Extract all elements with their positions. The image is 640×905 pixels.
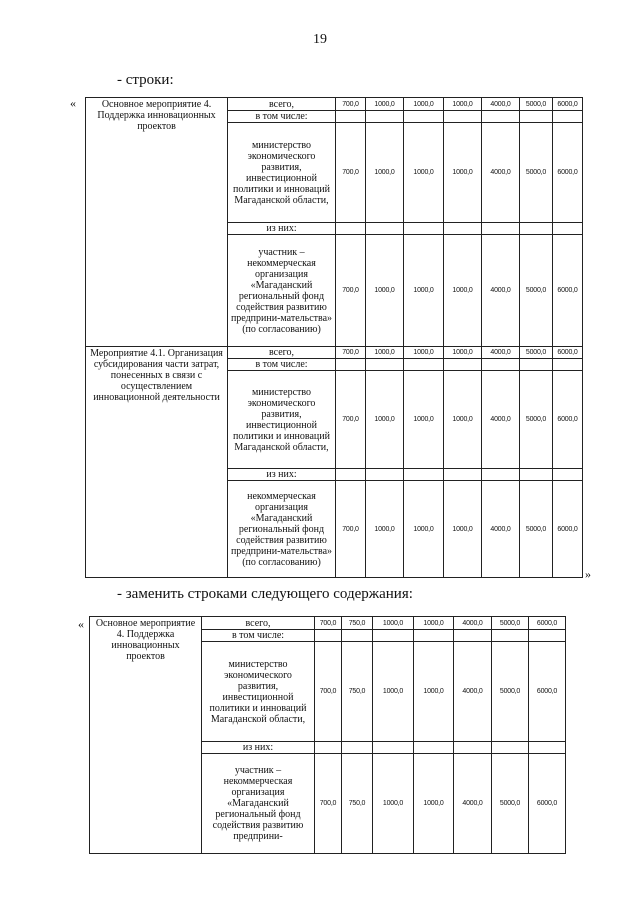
value-cell: 700,0	[336, 235, 366, 347]
label-ministry: министерство экономического развития, инвестиционной политики и инноваций Магаданской области,	[202, 642, 315, 742]
value-cell: 1000,0	[404, 98, 444, 111]
value-cell: 700,0	[315, 642, 342, 742]
value-cell: 4000,0	[454, 617, 492, 630]
budget-table-new	[89, 616, 566, 854]
budget-table-old	[85, 97, 583, 578]
value-cell: 1000,0	[366, 123, 404, 223]
value-cell: 750,0	[342, 754, 373, 854]
quote-close: »	[585, 567, 591, 581]
value-cell: 6000,0	[553, 347, 583, 359]
value-cell: 6000,0	[553, 123, 583, 223]
value-cell: 1000,0	[414, 617, 454, 630]
value-cell: 5000,0	[520, 481, 553, 578]
value-cell: 6000,0	[529, 617, 566, 630]
value-cell: 1000,0	[404, 481, 444, 578]
value-cell: 5000,0	[520, 123, 553, 223]
value-cell: 1000,0	[373, 642, 414, 742]
label-including: в том числе:	[228, 111, 336, 123]
value-cell: 5000,0	[492, 642, 529, 742]
value-cell: 700,0	[315, 617, 342, 630]
value-cell: 750,0	[342, 617, 373, 630]
value-cell: 4000,0	[454, 642, 492, 742]
value-cell: 750,0	[342, 642, 373, 742]
value-cell: 4000,0	[482, 123, 520, 223]
label-participant: участник – некоммерческая организация «Магаданский региональный фонд содействия развитию предприни-	[202, 754, 315, 854]
label-total: всего,	[228, 347, 336, 359]
heading-rows: - строки:	[117, 72, 174, 88]
label-participant: участник – некоммерческая организация «Магаданский региональный фонд содействия развитию предприни-мательства» (по согласованию)	[228, 235, 336, 347]
value-cell: 700,0	[336, 371, 366, 469]
value-cell: 700,0	[336, 347, 366, 359]
value-cell: 6000,0	[529, 642, 566, 742]
value-cell: 700,0	[315, 754, 342, 854]
value-cell: 1000,0	[366, 98, 404, 111]
value-cell: 1000,0	[404, 347, 444, 359]
label-total: всего,	[202, 617, 315, 630]
value-cell: 6000,0	[553, 98, 583, 111]
quote-open-2: «	[78, 617, 84, 631]
value-cell: 5000,0	[520, 235, 553, 347]
page-number: 19	[313, 32, 327, 47]
value-cell: 1000,0	[444, 481, 482, 578]
label-of-them: из них:	[228, 223, 336, 235]
value-cell: 1000,0	[366, 235, 404, 347]
value-cell: 5000,0	[520, 347, 553, 359]
label-including: в том числе:	[228, 359, 336, 371]
value-cell: 1000,0	[404, 123, 444, 223]
event-name-cell: Основное мероприятие 4. Поддержка инновационных проектов	[90, 617, 202, 854]
label-org: некоммерческая организация «Магаданский региональный фонд содействия развитию предприни-мательства» (по согласованию)	[228, 481, 336, 578]
value-cell: 1000,0	[366, 347, 404, 359]
value-cell: 4000,0	[454, 754, 492, 854]
value-cell: 1000,0	[404, 235, 444, 347]
value-cell: 4000,0	[482, 98, 520, 111]
label-of-them: из них:	[202, 742, 315, 754]
value-cell: 1000,0	[404, 371, 444, 469]
value-cell: 1000,0	[444, 123, 482, 223]
label-of-them: из них:	[228, 469, 336, 481]
value-cell: 1000,0	[414, 754, 454, 854]
value-cell: 5000,0	[520, 98, 553, 111]
value-cell: 700,0	[336, 481, 366, 578]
value-cell: 1000,0	[373, 754, 414, 854]
value-cell: 5000,0	[520, 371, 553, 469]
value-cell: 4000,0	[482, 347, 520, 359]
value-cell: 6000,0	[553, 371, 583, 469]
label-ministry: министерство экономического развития, инвестиционной политики и инноваций Магаданской области,	[228, 371, 336, 469]
value-cell: 6000,0	[529, 754, 566, 854]
label-total: всего,	[228, 98, 336, 111]
value-cell: 1000,0	[444, 98, 482, 111]
value-cell: 4000,0	[482, 371, 520, 469]
value-cell: 5000,0	[492, 617, 529, 630]
value-cell: 1000,0	[444, 235, 482, 347]
value-cell: 4000,0	[482, 481, 520, 578]
value-cell: 1000,0	[366, 481, 404, 578]
value-cell: 1000,0	[444, 347, 482, 359]
value-cell: 1000,0	[444, 371, 482, 469]
value-cell: 1000,0	[373, 617, 414, 630]
event-name-cell: Мероприятие 4.1. Организация субсидирования части затрат, понесенных в связи с осуществлением инновационной деятельности	[86, 347, 228, 578]
label-including: в том числе:	[202, 630, 315, 642]
value-cell: 6000,0	[553, 481, 583, 578]
value-cell: 4000,0	[482, 235, 520, 347]
heading-replace: - заменить строками следующего содержания:	[117, 586, 413, 602]
event-name-cell: Основное мероприятие 4. Поддержка инновационных проектов	[86, 98, 228, 347]
label-ministry: министерство экономического развития, инвестиционной политики и инноваций Магаданской области,	[228, 123, 336, 223]
value-cell: 700,0	[336, 123, 366, 223]
value-cell: 1000,0	[366, 371, 404, 469]
quote-open-1: «	[70, 96, 76, 110]
value-cell: 5000,0	[492, 754, 529, 854]
value-cell: 1000,0	[414, 642, 454, 742]
value-cell: 6000,0	[553, 235, 583, 347]
value-cell: 700,0	[336, 98, 366, 111]
